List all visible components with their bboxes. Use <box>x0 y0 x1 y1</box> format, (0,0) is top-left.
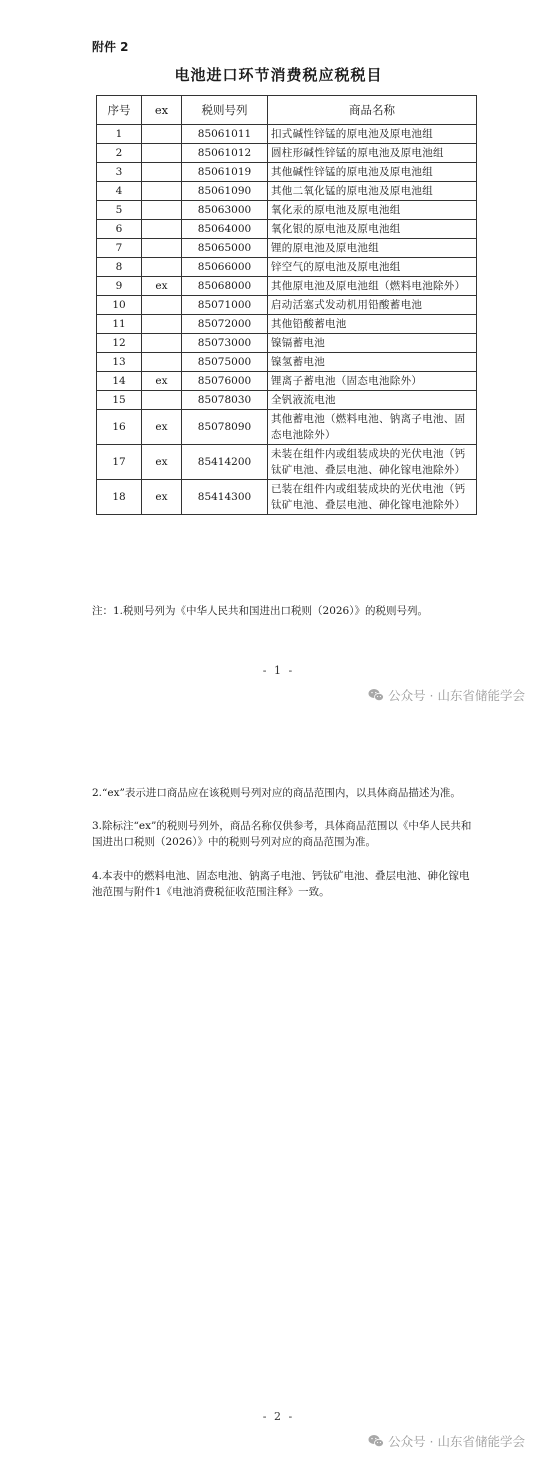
table-row <box>97 480 477 515</box>
cell-serial: 14 <box>97 372 142 391</box>
cell-product-name: 启动活塞式发动机用铅酸蓄电池 <box>268 296 477 315</box>
cell-ex <box>142 258 182 277</box>
cell-ex: ex <box>142 410 182 445</box>
cell-serial: 15 <box>97 391 142 410</box>
cell-product-name: 已装在组件内或组装成块的光伏电池（钙钛矿电池、叠层电池、砷化镓电池除外） <box>268 480 477 515</box>
table-note-1: 注：1.税则号列为《中华人民共和国进出口税则（2026）》的税则号列。 <box>92 605 428 617</box>
cell-product-name: 未装在组件内或组装成块的光伏电池（钙钛矿电池、叠层电池、砷化镓电池除外） <box>268 445 477 480</box>
cell-serial: 12 <box>97 334 142 353</box>
attachment-label: 附件 2 <box>92 40 129 54</box>
table-row <box>97 315 477 334</box>
table-row <box>97 220 477 239</box>
cell-tariff-code: 85061019 <box>182 163 268 182</box>
cell-tariff-code: 85065000 <box>182 239 268 258</box>
cell-ex <box>142 163 182 182</box>
cell-ex <box>142 182 182 201</box>
note-2: 2.“ex”表示进口商品应在该税则号列对应的商品范围内，以具体商品描述为准。 <box>92 787 461 799</box>
cell-serial: 2 <box>97 144 142 163</box>
cell-serial: 17 <box>97 445 142 480</box>
cell-product-name: 锌空气的原电池及原电池组 <box>268 258 477 277</box>
page-number-2: - 2 - <box>262 1410 295 1423</box>
note-4: 4.本表中的燃料电池、固态电池、钠离子电池、钙钛矿电池、叠层电池、砷化镓电池范围与附件1《电池消费税征收范围注释》一致。 <box>92 870 470 898</box>
table-row <box>97 334 477 353</box>
cell-tariff-code: 85063000 <box>182 201 268 220</box>
header-tariff-code: 税则号列 <box>182 96 268 125</box>
cell-tariff-code: 85078030 <box>182 391 268 410</box>
cell-serial: 16 <box>97 410 142 445</box>
cell-ex <box>142 125 182 144</box>
cell-serial: 1 <box>97 125 142 144</box>
cell-tariff-code: 85068000 <box>182 277 268 296</box>
cell-serial: 3 <box>97 163 142 182</box>
cell-product-name: 全钒液流电池 <box>268 391 477 410</box>
cell-tariff-code: 85414200 <box>182 445 268 480</box>
table-row <box>97 163 477 182</box>
cell-serial: 5 <box>97 201 142 220</box>
cell-product-name: 扣式碱性锌锰的原电池及原电池组 <box>268 125 477 144</box>
header-serial: 序号 <box>97 96 142 125</box>
cell-ex <box>142 315 182 334</box>
cell-product-name: 其他二氧化锰的原电池及原电池组 <box>268 182 477 201</box>
cell-ex <box>142 220 182 239</box>
cell-serial: 8 <box>97 258 142 277</box>
cell-ex <box>142 334 182 353</box>
cell-tariff-code: 85075000 <box>182 353 268 372</box>
cell-ex: ex <box>142 372 182 391</box>
cell-tariff-code: 85061012 <box>182 144 268 163</box>
cell-product-name: 其他蓄电池（燃料电池、钠离子电池、固态电池除外） <box>268 410 477 445</box>
cell-product-name: 锂离子蓄电池（固态电池除外） <box>268 372 477 391</box>
cell-tariff-code: 85073000 <box>182 334 268 353</box>
header-ex: ex <box>142 96 182 125</box>
cell-product-name: 氧化汞的原电池及原电池组 <box>268 201 477 220</box>
table-row <box>97 182 477 201</box>
watermark-text: 公众号 · 山东省储能学会 <box>388 1434 525 1449</box>
cell-product-name: 其他原电池及原电池组（燃料电池除外） <box>268 277 477 296</box>
table-header-row <box>97 96 477 125</box>
table-row <box>97 258 477 277</box>
cell-tariff-code: 85061090 <box>182 182 268 201</box>
cell-serial: 7 <box>97 239 142 258</box>
wechat-icon <box>368 688 384 702</box>
watermark-1 <box>368 686 525 704</box>
cell-product-name: 其他铅酸蓄电池 <box>268 315 477 334</box>
cell-serial: 18 <box>97 480 142 515</box>
table-row <box>97 353 477 372</box>
table-row <box>97 391 477 410</box>
table-row <box>97 144 477 163</box>
table-row <box>97 277 477 296</box>
table-row <box>97 201 477 220</box>
cell-tariff-code: 85066000 <box>182 258 268 277</box>
tax-item-table <box>96 95 477 515</box>
cell-tariff-code: 85414300 <box>182 480 268 515</box>
cell-serial: 4 <box>97 182 142 201</box>
cell-serial: 13 <box>97 353 142 372</box>
table-row <box>97 410 477 445</box>
cell-serial: 11 <box>97 315 142 334</box>
cell-ex: ex <box>142 277 182 296</box>
table-row <box>97 239 477 258</box>
cell-serial: 9 <box>97 277 142 296</box>
cell-ex <box>142 391 182 410</box>
wechat-icon <box>368 1434 384 1448</box>
cell-ex <box>142 201 182 220</box>
cell-tariff-code: 85072000 <box>182 315 268 334</box>
table-row <box>97 296 477 315</box>
cell-product-name: 圆柱形碱性锌锰的原电池及原电池组 <box>268 144 477 163</box>
table-row <box>97 372 477 391</box>
cell-serial: 6 <box>97 220 142 239</box>
cell-product-name: 镍氢蓄电池 <box>268 353 477 372</box>
table-row <box>97 445 477 480</box>
cell-product-name: 镍镉蓄电池 <box>268 334 477 353</box>
watermark-text: 公众号 · 山东省储能学会 <box>388 688 525 703</box>
cell-ex <box>142 144 182 163</box>
cell-product-name: 其他碱性锌锰的原电池及原电池组 <box>268 163 477 182</box>
page-title: 电池进口环节消费税应税税目 <box>174 66 383 84</box>
table-row <box>97 125 477 144</box>
page-number-1: - 1 - <box>262 664 295 677</box>
cell-ex <box>142 296 182 315</box>
cell-tariff-code: 85078090 <box>182 410 268 445</box>
cell-ex: ex <box>142 445 182 480</box>
cell-product-name: 氧化银的原电池及原电池组 <box>268 220 477 239</box>
cell-ex <box>142 239 182 258</box>
cell-ex: ex <box>142 480 182 515</box>
watermark-2 <box>368 1432 525 1450</box>
note-3: 3.除标注“ex”的税则号列外，商品名称仅供参考，具体商品范围以《中华人民共和国进出口税则（2026）》中的税则号列对应的商品范围为准。 <box>92 820 472 848</box>
cell-tariff-code: 85071000 <box>182 296 268 315</box>
cell-tariff-code: 85061011 <box>182 125 268 144</box>
cell-product-name: 锂的原电池及原电池组 <box>268 239 477 258</box>
header-product-name: 商品名称 <box>268 96 477 125</box>
cell-tariff-code: 85064000 <box>182 220 268 239</box>
cell-tariff-code: 85076000 <box>182 372 268 391</box>
cell-serial: 10 <box>97 296 142 315</box>
cell-ex <box>142 353 182 372</box>
table-body <box>97 125 477 515</box>
